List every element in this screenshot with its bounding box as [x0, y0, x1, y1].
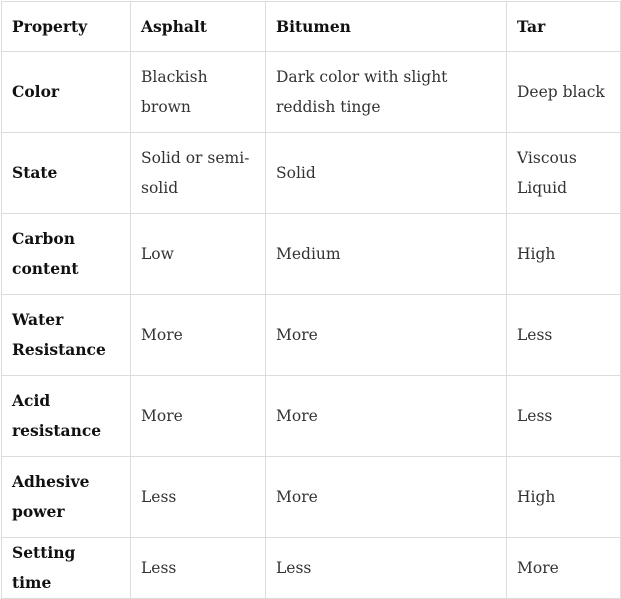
bitumen-cell: More [266, 295, 507, 376]
bitumen-cell: More [266, 457, 507, 538]
asphalt-cell: Low [131, 214, 266, 295]
bitumen-cell: More [266, 376, 507, 457]
tar-cell: Viscous Liquid [507, 133, 621, 214]
tar-cell: Less [507, 295, 621, 376]
asphalt-cell: More [131, 376, 266, 457]
tar-cell: More [507, 538, 621, 599]
asphalt-cell: More [131, 295, 266, 376]
property-cell: State [2, 133, 131, 214]
tar-cell: Less [507, 376, 621, 457]
table-row [2, 295, 621, 376]
property-cell: Color [2, 52, 131, 133]
table-row [2, 376, 621, 457]
property-cell: Setting time [2, 538, 131, 599]
asphalt-cell: Less [131, 457, 266, 538]
property-cell: Acid resistance [2, 376, 131, 457]
table-row [2, 133, 621, 214]
property-cell: Water Resistance [2, 295, 131, 376]
tar-cell: Deep black [507, 52, 621, 133]
property-cell: Carbon content [2, 214, 131, 295]
header-cell-property: Property [2, 2, 131, 52]
tar-cell: High [507, 457, 621, 538]
asphalt-cell: Solid or semi-solid [131, 133, 266, 214]
table-row [2, 52, 621, 133]
table-row [2, 457, 621, 538]
asphalt-cell: Less [131, 538, 266, 599]
header-cell-bitumen: Bitumen [266, 2, 507, 52]
header-cell-asphalt: Asphalt [131, 2, 266, 52]
bitumen-cell: Solid [266, 133, 507, 214]
tar-cell: High [507, 214, 621, 295]
bitumen-cell: Less [266, 538, 507, 599]
asphalt-cell: Blackish brown [131, 52, 266, 133]
bitumen-cell: Medium [266, 214, 507, 295]
bitumen-cell: Dark color with slight reddish tinge [266, 52, 507, 133]
property-cell: Adhesive power [2, 457, 131, 538]
header-cell-tar: Tar [507, 2, 621, 52]
table-row [2, 214, 621, 295]
comparison-table [1, 1, 621, 599]
table-row [2, 538, 621, 599]
header-row [2, 2, 621, 52]
